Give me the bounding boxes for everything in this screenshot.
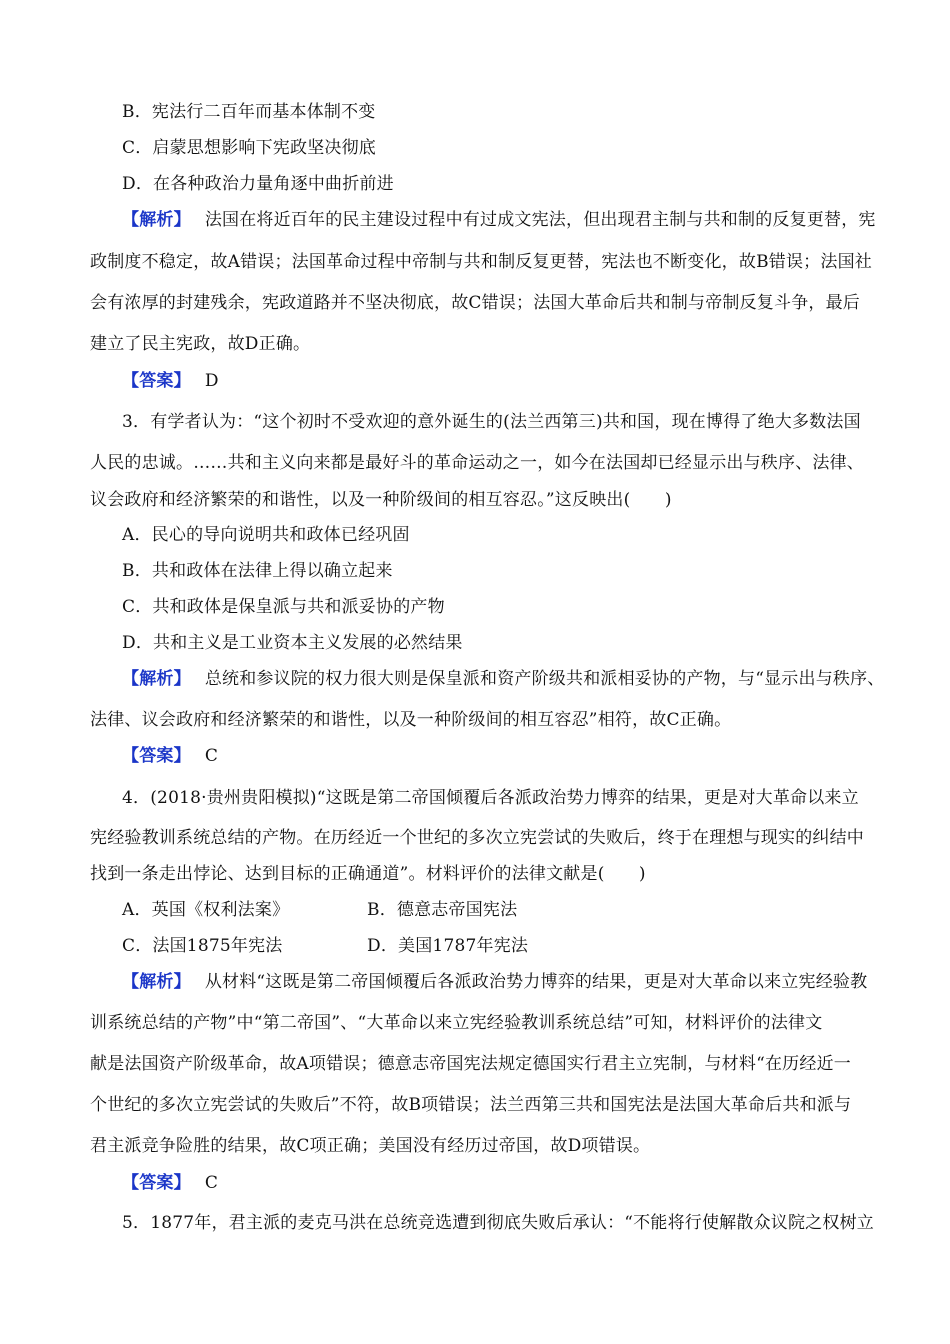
q4-option-c: C．法国1875年宪法	[122, 936, 283, 956]
q2-analysis-line-3: 会有浓厚的封建残余，宪政道路并不坚决彻底，故C错误；法国大革命后共和制与帝制反复斗争，最后	[90, 293, 861, 313]
analysis-tag: 【解析】	[122, 210, 191, 230]
q4-option-a: A．英国《权利法案》	[122, 900, 290, 920]
q4-option-d: D．美国1787年宪法	[367, 936, 529, 956]
q3-analysis-line-1: 【解析】 总统和参议院的权力很大则是保皇派和资产阶级共和派相妥协的产物，与“显示出与秩序、	[122, 669, 885, 689]
q3-stem-line-3: 议会政府和经济繁荣的和谐性，以及一种阶级间的相互容忍。”这反映出( )	[90, 490, 672, 510]
q4-analysis-line-1: 【解析】 从材料“这既是第二帝国倾覆后各派政治势力博弈的结果，更是对大革命以来立宪经验教	[122, 972, 868, 992]
answer-tag: 【答案】	[122, 746, 191, 766]
q3-option-a: A．民心的导向说明共和政体已经巩固	[122, 525, 410, 545]
q4-analysis-line-2: 训系统总结的产物”中“第二帝国”、“大革命以来立宪经验教训系统总结”可知，材料评价的法律文	[90, 1013, 823, 1033]
q4-option-b: B．德意志帝国宪法	[367, 900, 518, 920]
q3-analysis-line-2: 法律、议会政府和经济繁荣的和谐性，以及一种阶级间的相互容忍”相符，故C正确。	[90, 710, 732, 730]
q2-option-b: B．宪法行二百年而基本体制不变	[122, 102, 376, 122]
q2-option-d: D．在各种政治力量角逐中曲折前进	[122, 174, 394, 194]
q2-analysis-line-1: 【解析】 法国在将近百年的民主建设过程中有过成文宪法，但出现君主制与共和制的反复更替，宪	[122, 210, 876, 230]
q4-analysis-line-3: 献是法国资产阶级革命，故A项错误；德意志帝国宪法规定德国实行君主立宪制，与材料“在历经近一	[90, 1054, 851, 1074]
q4-options-row-1	[122, 898, 902, 922]
q4-analysis-line-4: 个世纪的多次立宪尝试的失败后”不符，故B项错误；法兰西第三共和国宪法是法国大革命后共和派与	[90, 1095, 852, 1115]
q3-stem-line-1: 3．有学者认为：“这个初时不受欢迎的意外诞生的(法兰西第三)共和国，现在博得了绝大多数法国	[122, 412, 861, 432]
answer-tag: 【答案】	[122, 371, 191, 391]
q3-answer: 【答案】 C	[122, 746, 219, 766]
q4-stem-line-1: 4．(2018·贵州贵阳模拟)“这既是第二帝国倾覆后各派政治势力博弈的结果，更是对大革命以来立	[122, 788, 859, 808]
q4-analysis-line-5: 君主派竞争险胜的结果，故C项正确；美国没有经历过帝国，故D项错误。	[90, 1136, 651, 1156]
q4-stem-line-3: 找到一条走出悖论、达到目标的正确通道”。材料评价的法律文献是( )	[90, 864, 646, 884]
answer-tag: 【答案】	[122, 1173, 191, 1193]
q3-option-d: D．共和主义是工业资本主义发展的必然结果	[122, 633, 463, 653]
q4-answer: 【答案】 C	[122, 1173, 219, 1193]
q3-option-c: C．共和政体是保皇派与共和派妥协的产物	[122, 597, 445, 617]
analysis-tag: 【解析】	[122, 669, 191, 689]
q2-option-c: C．启蒙思想影响下宪政坚决彻底	[122, 138, 377, 158]
q2-answer: 【答案】 D	[122, 371, 219, 391]
analysis-tag: 【解析】	[122, 972, 191, 992]
q3-stem-line-2: 人民的忠诚。……共和主义向来都是最好斗的革命运动之一，如今在法国却已经显示出与秩序、法律、	[90, 453, 864, 473]
q4-stem-line-2: 宪经验教训系统总结的产物。在历经近一个世纪的多次立宪尝试的失败后，终于在理想与现实的纠结中	[90, 828, 864, 848]
q3-option-b: B．共和政体在法律上得以确立起来	[122, 561, 393, 581]
q4-options-row-2	[122, 934, 902, 958]
q2-analysis-line-2: 政制度不稳定，故A错误；法国革命过程中帝制与共和制反复更替，宪法也不断变化，故B错误；法国社	[90, 252, 872, 272]
q2-analysis-line-4: 建立了民主宪政，故D正确。	[90, 334, 311, 354]
q5-stem-line-1: 5．1877年，君主派的麦克马洪在总统竞选遭到彻底失败后承认：“不能将行使解散众议院之权树立	[122, 1213, 874, 1233]
